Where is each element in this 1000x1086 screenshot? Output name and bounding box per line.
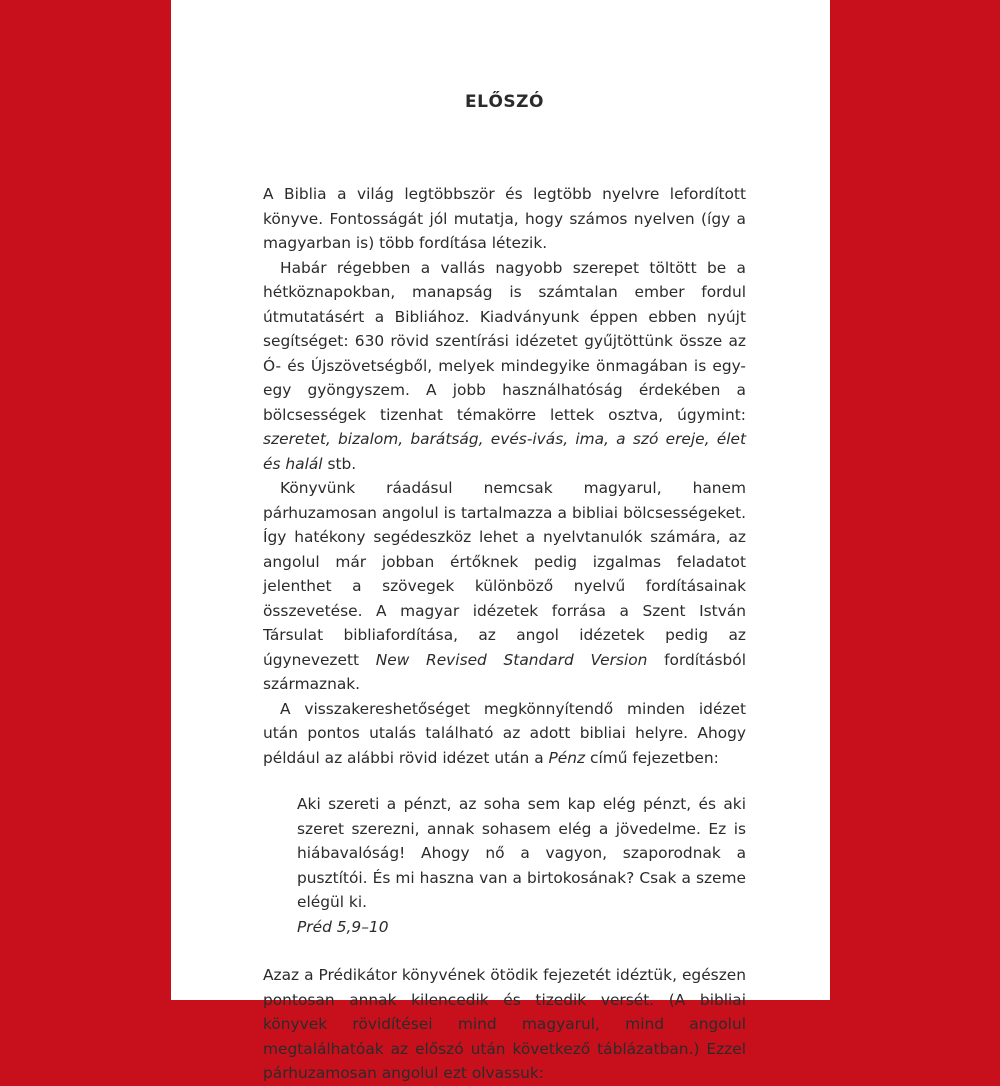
- bible-version: New Revised Standard Version: [375, 650, 648, 669]
- book-page: [171, 0, 830, 1082]
- paragraph-4-end: című fejezetben:: [585, 748, 719, 767]
- paragraph-5: Azaz a Prédikátor könyvének ötödik fejezetét idéztük, egészen pontosan annak kilencedik és tizedik versét. (A bibliai könyvek rövidítései mind magyarul, mind angolul megtalálhatóak az előszó után következő táblázatban.) Ezzel párhuzamosan angolul ezt olvassuk:: [263, 966, 746, 1082]
- chapter-name: Pénz: [548, 748, 586, 767]
- topics-list: szeretet, bizalom, barátság, evés-ivás, ima, a szó ereje, élet és halál: [263, 430, 746, 473]
- example-quote: [297, 792, 746, 939]
- paragraph-2-end: stb.: [322, 454, 357, 473]
- paragraph-1: A Biblia a világ legtöbbször és legtöbb nyelvre lefordított könyve. Fontosságát jól mutatja, hogy számos nyelven (így a magyarban is) több fordítása létezik.: [263, 185, 746, 252]
- paragraph-3-text: Könyvünk ráadásul nemcsak magyarul, hanem párhuzamosan angolul is tartalmazza a bibliai bölcsességeket. Így hatékony segédeszköz lehet a nyelvtanulók számára, az angolul már jobban értőknek pedig izgalmas feladatot jelenthet a szövegek különböző nyelvű fordításainak összevetése. A magyar idézetek forrása a Szent István Társulat bibliafordítása, az angol idézetek pedig az úgynevezett: [263, 479, 746, 669]
- paragraph-4: [263, 697, 746, 771]
- paragraph-2-text: Habár régebben a vallás nagyobb szerepet töltött be a hétköznapokban, manapság is számtalan ember fordul útmutatásért a Bibliához. Kiadványunk éppen ebben nyújt segítséget: 630 rövid szentírási idézetet gyűjtöttünk össze az Ó- és Újszövetségből, melyek mindegyike önmagában is egy-egy gyöngyszem. A jobb használhatóság érdekében a bölcsességek tizenhat témakörre lettek osztva, úgymint:: [263, 258, 746, 424]
- page-title: ELŐSZÓ: [465, 92, 544, 112]
- paragraph-3-end: fordításból származnak.: [263, 650, 746, 693]
- paragraph-3: [263, 476, 746, 697]
- foreword-body: [263, 182, 746, 770]
- quote-text: Aki szereti a pénzt, az soha sem kap elég pénzt, és aki szeret szerezni, annak sohasem elég a jövedelme. Ez is hiábavalóság! Ahogy nő a vagyon, szaporodnak a pusztítói. És mi haszna van a birtokosának? Csak a szeme elégül ki.: [297, 795, 746, 911]
- quote-reference: Préd 5,9–10: [297, 917, 389, 936]
- paragraph-2: [263, 256, 746, 477]
- paragraph-4-text: A visszakereshetőséget megkönnyítendő minden idézet után pontos utalás található az adott bibliai helyre. Ahogy például az alábbi rövid idézet után a: [263, 699, 746, 767]
